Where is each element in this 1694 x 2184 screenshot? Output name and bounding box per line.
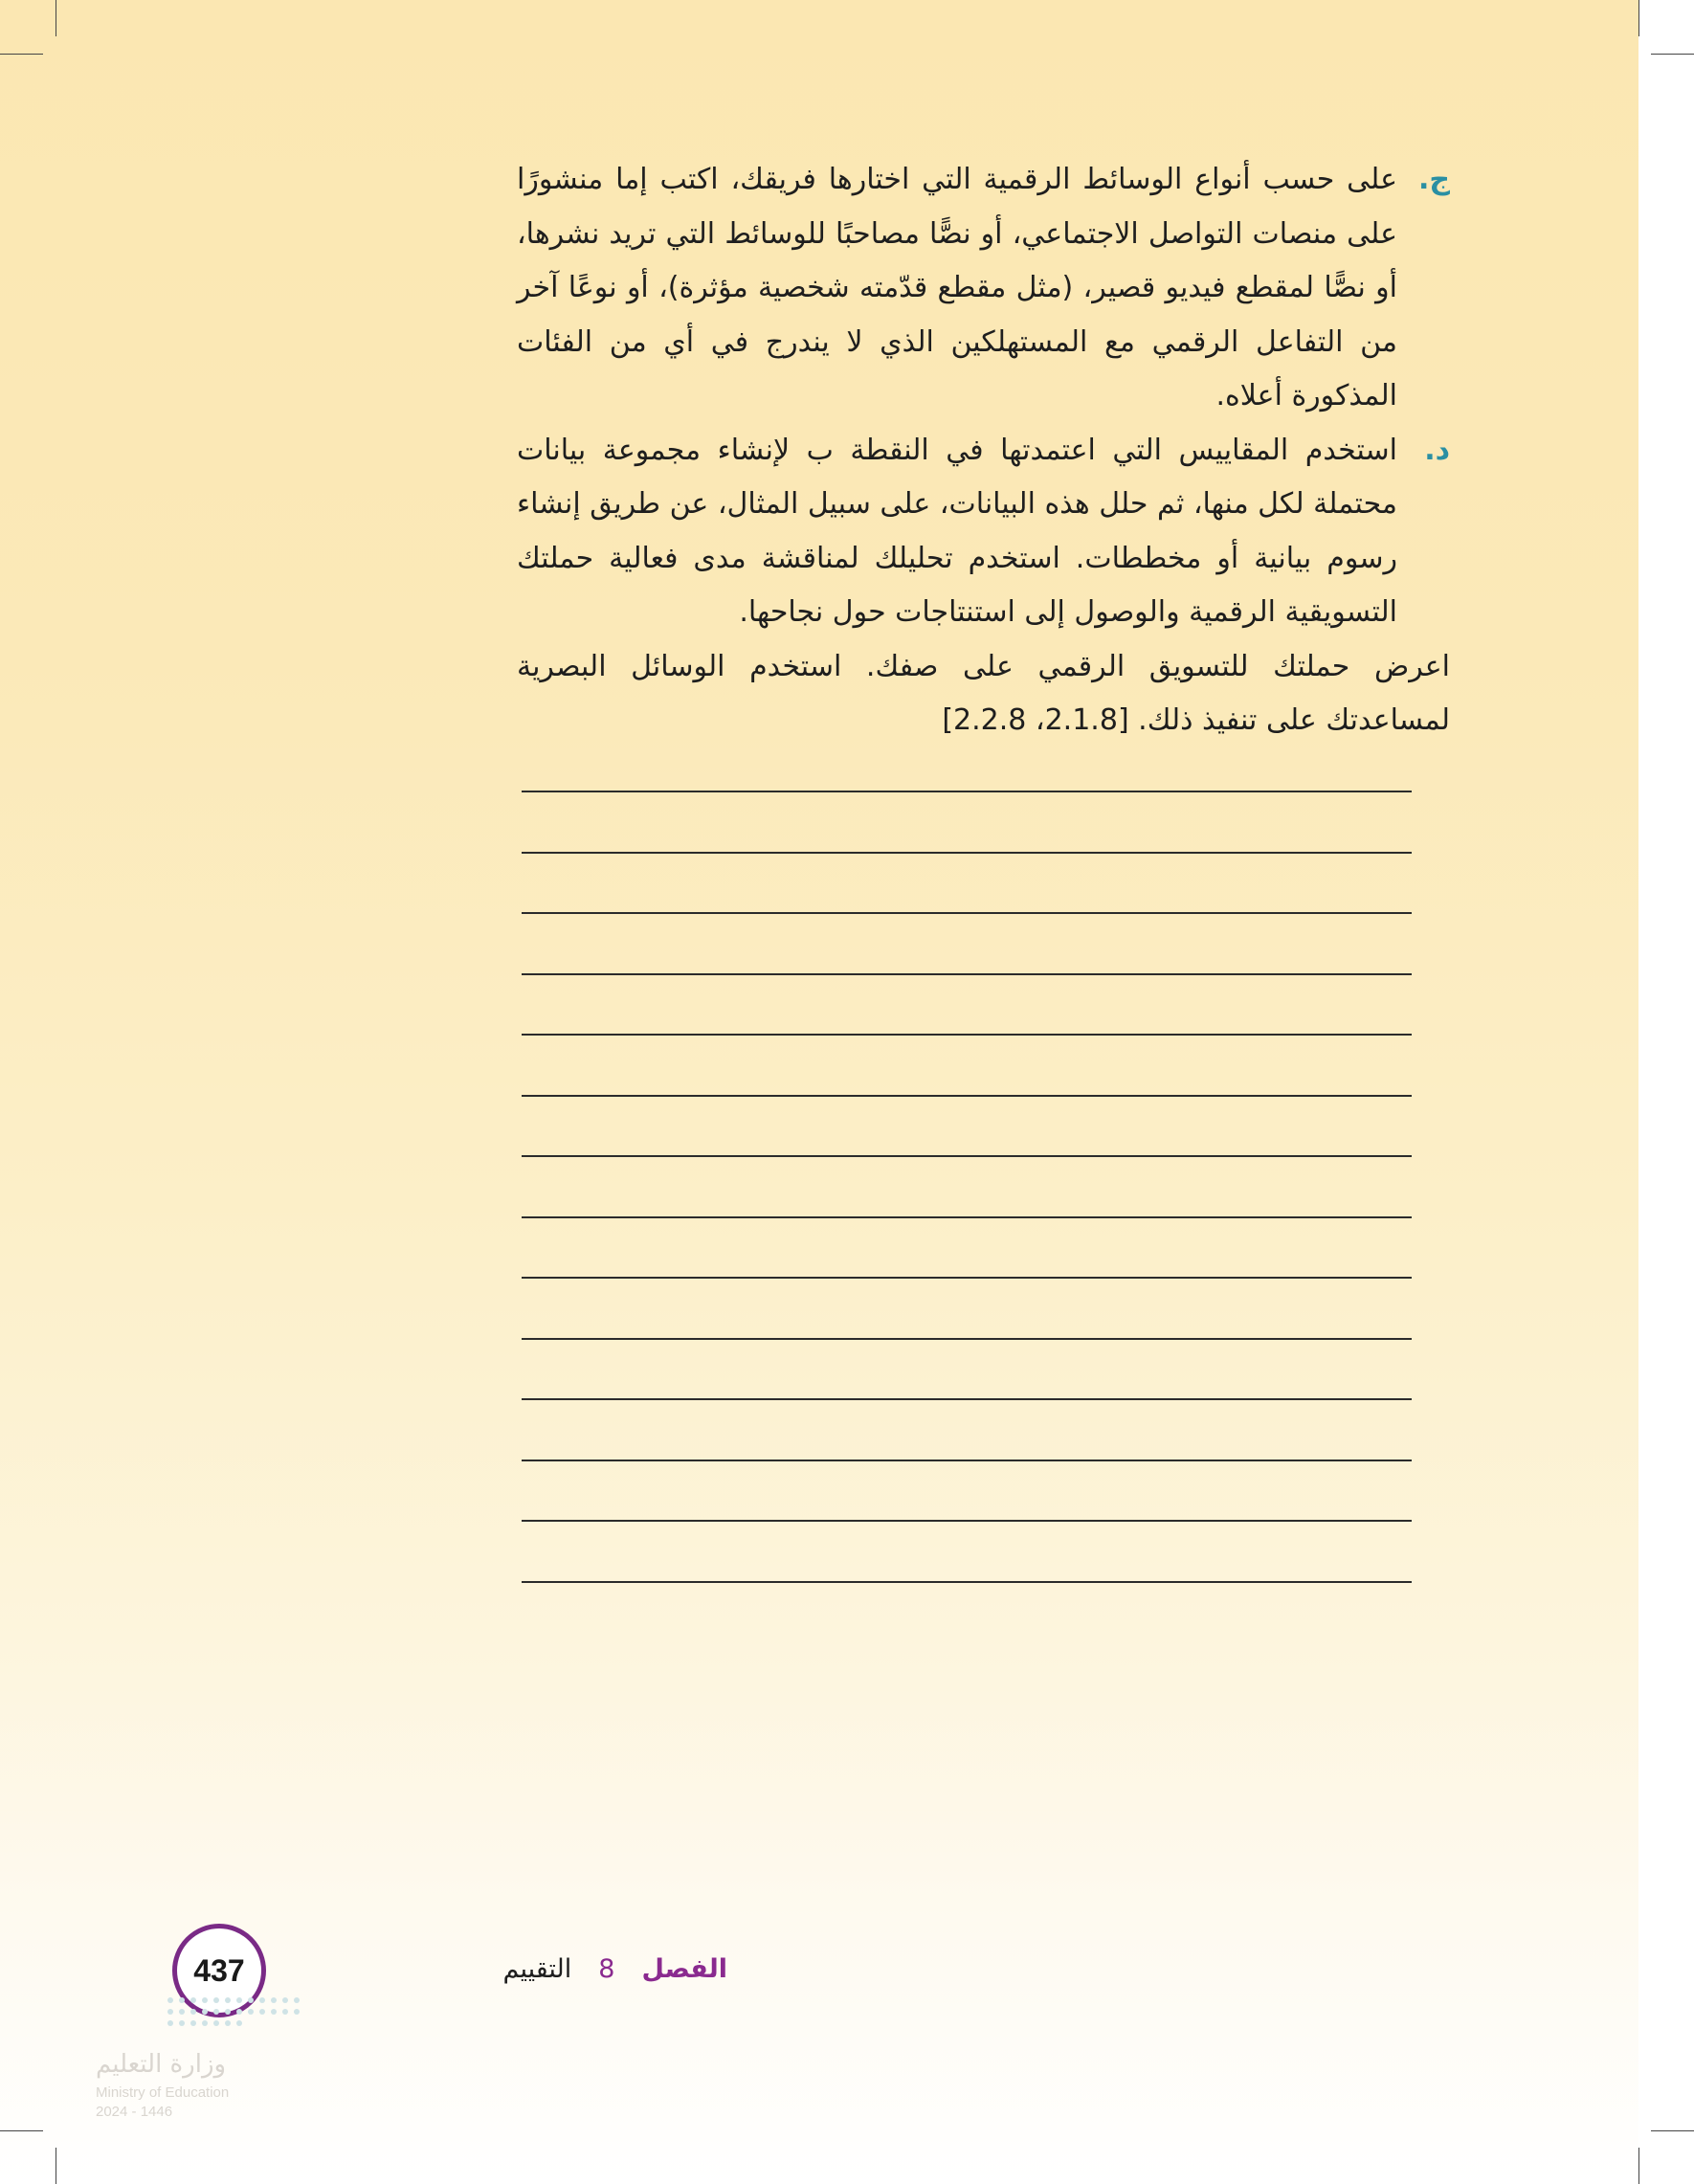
crop-mark [1651, 54, 1694, 55]
answer-line [522, 912, 1412, 914]
answer-line [522, 791, 1412, 792]
item-text: استخدم المقاييس التي اعتمدتها في النقطة ب لإنشاء مجموعة بيانات محتملة لكل منها، ثم حلل هذه البيانات، على سبيل المثال، عن طريق إنشاء رسوم بيانية أو مخططات. استخدم تحليلك لمناقشة مدى فعالية حملتك التسويقية الرقمية والوصول إلى استنتاجات حول نجاحها. [517, 433, 1397, 629]
answer-line [522, 1460, 1412, 1461]
crop-mark [1651, 2130, 1694, 2131]
page-number: 437 [172, 1924, 266, 2017]
chapter-title: التقييم [502, 1954, 572, 1984]
answer-line [522, 1277, 1412, 1279]
main-content [517, 153, 1450, 748]
answer-line [522, 1095, 1412, 1097]
answer-line [522, 852, 1412, 854]
closing-instruction [517, 640, 1450, 748]
answer-line [522, 1034, 1412, 1036]
ministry-year: 2024 - 1446 [96, 2104, 173, 2120]
chapter-footer [502, 1954, 727, 1984]
item-marker: ج. [1417, 163, 1450, 196]
answer-lines [522, 791, 1412, 1641]
answer-line [522, 1520, 1412, 1522]
answer-line [522, 1581, 1412, 1583]
answer-line [522, 1155, 1412, 1157]
list-item-d [517, 424, 1450, 640]
item-marker: د. [1424, 433, 1450, 467]
chapter-number: 8 [598, 1954, 615, 1984]
answer-line [522, 1398, 1412, 1400]
crop-mark [1638, 2148, 1639, 2184]
chapter-label: الفصل [641, 1954, 727, 1984]
crop-mark [1638, 0, 1639, 36]
crop-mark [0, 2130, 43, 2131]
ministry-name: وزارة التعليم [96, 2050, 227, 2079]
closing-text: اعرض حملتك للتسويق الرقمي على صفك. استخدم الوسائل البصرية لمساعدتك على تنفيذ ذلك. [2.1.8، 2.2.8] [517, 649, 1450, 737]
crop-mark [0, 54, 43, 55]
answer-line [522, 973, 1412, 975]
answer-line [522, 1338, 1412, 1340]
list-item-c [517, 153, 1450, 424]
ministry-name-en: Ministry of Education [96, 2084, 230, 2101]
item-text: على حسب أنواع الوسائط الرقمية التي اختارها فريقك، اكتب إما منشورًا على منصات التواصل الاجتماعي، أو نصًّا مصاحبًا للوسائط التي تريد نشرها، أو نصًّا لمقطع فيديو قصير، (مثل مقطع قدّمته شخصية مؤثرة)، أو نوعًا آخر من التفاعل الرقمي مع المستهلكين الذي لا يندرج في أي من الفئات المذكورة أعلاه. [517, 163, 1397, 412]
answer-line [522, 1216, 1412, 1218]
